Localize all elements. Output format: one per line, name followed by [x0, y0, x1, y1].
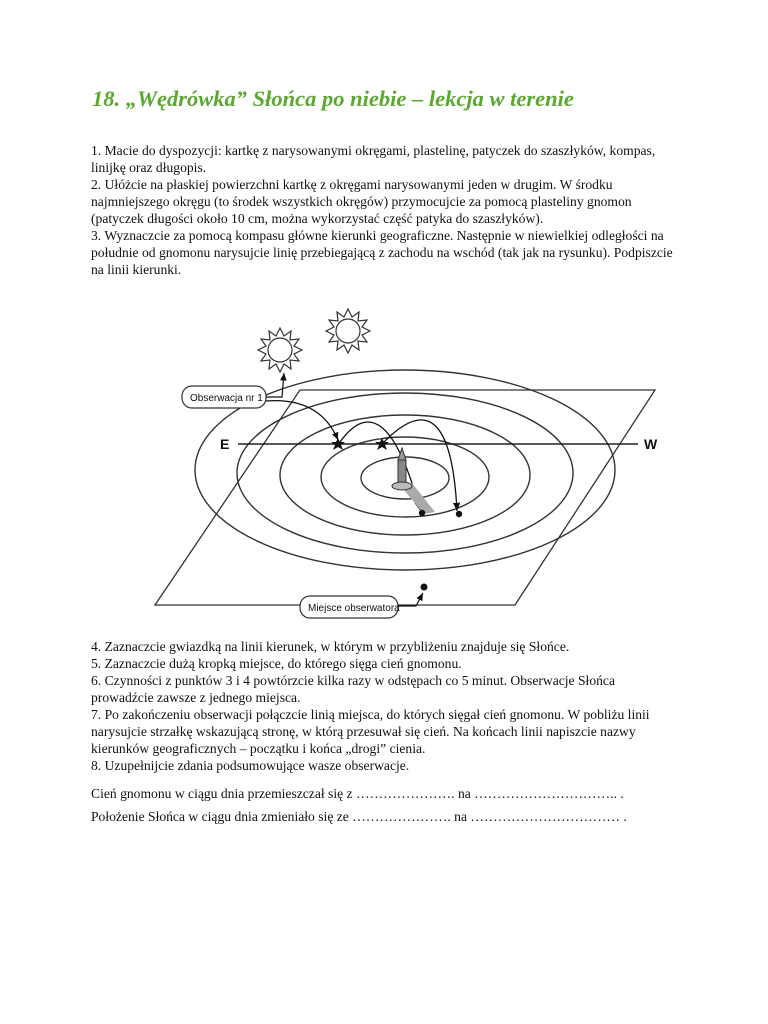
- west-label: W: [644, 436, 658, 452]
- step-2: 2. Ułóżcie na płaskiej powierzchni kartkę z okręgami narysowanymi jeden w drugim. W środku najmniejszego okręgu (to środek wszystkich okręgów) przymocujcie za pomocą plasteliny gnomon (patyczek długości około 10 cm, można wykorzystać część patyka do szaszłyków).: [91, 177, 632, 226]
- fill-in-sun-sentence[interactable]: Położenie Słońca w ciągu dnia zmieniało się ze …………………. na …………………………… .: [91, 809, 627, 824]
- sun-icon: [326, 309, 370, 353]
- gnomon-diagram: [150, 305, 670, 625]
- step-7: 7. Po zakończeniu obserwacji połączcie linią miejsca, do których sięgał cień gnomonu. W pobliżu linii narysujcie strzałkę wskazującą stronę, w którą przesuwał się cień. Na końcach linii napiszcie nazwy kierunków geograficznych – początku i końca „drogi” cienia.: [91, 707, 650, 756]
- observer-dot: [421, 584, 428, 591]
- step-6: 6. Czynności z punktów 3 i 4 powtórzcie kilka razy w odstępach co 5 minut. Obserwacje Słońca prowadźcie zawsze z jednego miejsca.: [91, 673, 615, 705]
- shadow-dot: [456, 511, 462, 517]
- east-label: E: [220, 436, 230, 452]
- instructions-part-2: [91, 638, 681, 774]
- paper-sheet: [155, 390, 655, 605]
- observer-label: Miejsce obserwatora: [308, 603, 400, 614]
- fill-in-shadow-sentence[interactable]: Cień gnomonu w ciągu dnia przemieszczał się z …………………. na ………………………….. .: [91, 786, 624, 801]
- page-title: 18. „Wędrówka” Słońca po niebie – lekcja w terenie: [92, 86, 574, 111]
- observation-label: Obserwacja nr 1: [190, 393, 263, 404]
- step-4: 4. Zaznaczcie gwiazdką na linii kierunek, w którym w przybliżeniu znajduje się Słońce.: [91, 639, 570, 654]
- step-1: 1. Macie do dyspozycji: kartkę z narysowanymi okręgami, plastelinę, patyczek do szaszłyków, kompas, linijkę oraz długopis.: [91, 143, 656, 175]
- step-5: 5. Zaznaczcie dużą kropką miejsce, do którego sięga cień gnomonu.: [91, 656, 462, 671]
- step-3: 3. Wyznaczcie za pomocą kompasu główne kierunki geograficzne. Następnie w niewielkiej odległości na południe od gnomonu narysujcie linię przebiegającą z zachodu na wschód (tak jak na rysunku). Podpiszcie na linii kierunki.: [91, 228, 673, 277]
- step-8: 8. Uzupełnijcie zdania podsumowujące wasze obserwacje.: [91, 758, 410, 773]
- plasticine-base: [392, 482, 412, 490]
- instructions-part-1: [91, 142, 681, 278]
- sun-icon: [258, 328, 302, 372]
- shadow-dot: [419, 510, 425, 516]
